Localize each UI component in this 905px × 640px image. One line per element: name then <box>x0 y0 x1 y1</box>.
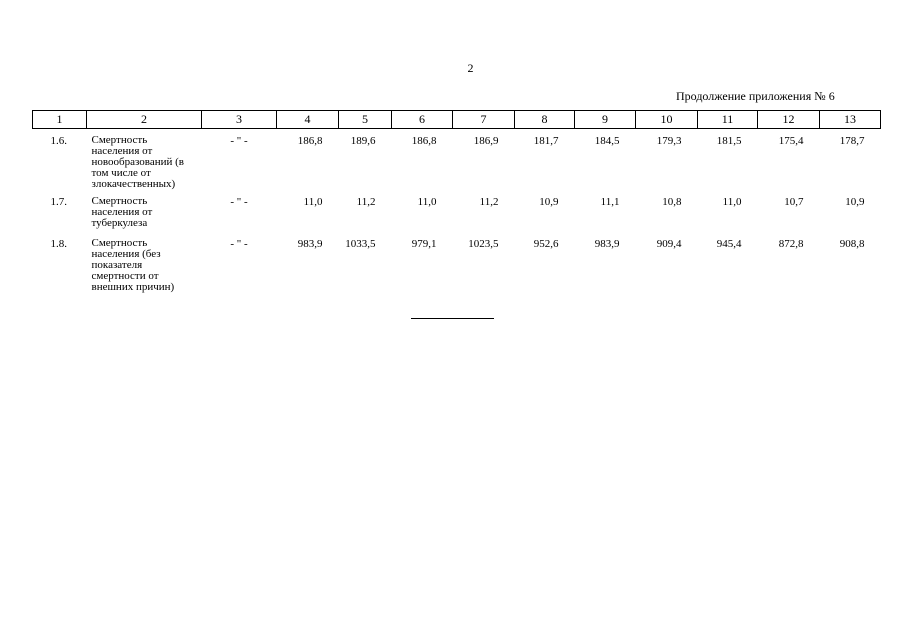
header-cell: 10 <box>636 111 698 129</box>
value-cell: 10,8 <box>662 196 682 208</box>
value-cell: 983,9 <box>594 238 620 250</box>
header-cell: 5 <box>339 111 392 129</box>
header-cell: 11 <box>698 111 758 129</box>
value-cell: 178,7 <box>839 135 865 147</box>
value-cell: 908,8 <box>839 238 865 250</box>
value-cell: 10,9 <box>845 196 865 208</box>
value-cell: 10,9 <box>539 196 559 208</box>
value-cell: 11,1 <box>600 196 620 208</box>
value-cell: 979,1 <box>411 238 437 250</box>
row-number: 1.6. <box>50 135 67 147</box>
value-cell: 983,9 <box>297 238 323 250</box>
value-cell: 11,0 <box>303 196 323 208</box>
indicator-name-cell <box>87 232 202 298</box>
header-cell: 2 <box>87 111 202 129</box>
header-row <box>33 111 881 129</box>
value-cell: 945,4 <box>716 238 742 250</box>
header-cell: 9 <box>575 111 636 129</box>
value-cell: 1033,5 <box>345 238 376 250</box>
header-cell: 4 <box>277 111 339 129</box>
value-cell: 11,2 <box>479 196 499 208</box>
header-cell: 13 <box>820 111 881 129</box>
value-cell: 186,8 <box>411 135 437 147</box>
value-cell: 189,6 <box>350 135 376 147</box>
value-cell: 11,2 <box>356 196 376 208</box>
value-cell: 872,8 <box>778 238 804 250</box>
page-number: 2 <box>467 61 474 75</box>
header-cell: 8 <box>515 111 575 129</box>
row-number: 1.8. <box>50 238 67 250</box>
value-cell: 179,3 <box>656 135 682 147</box>
header-cell: 12 <box>758 111 820 129</box>
value-cell: 11,0 <box>722 196 742 208</box>
header-cell: 7 <box>453 111 515 129</box>
table-row <box>33 232 881 298</box>
value-cell: 1023,5 <box>468 238 499 250</box>
header-cell: 1 <box>33 111 87 129</box>
data-table <box>32 110 881 298</box>
unit-cell: - " - <box>230 238 248 250</box>
indicator-name: Смертность населения (без показателя смертности от внешних причин) <box>91 237 175 293</box>
indicator-name: Смертность населения от новообразований (в том числе от злокачественных) <box>91 134 184 190</box>
indicator-name-cell <box>87 129 202 191</box>
header-cell: 6 <box>392 111 453 129</box>
value-cell: 181,7 <box>533 135 559 147</box>
value-cell: 952,6 <box>533 238 559 250</box>
closing-rule <box>411 318 494 319</box>
value-cell: 10,7 <box>784 196 804 208</box>
header-cell: 3 <box>202 111 277 129</box>
value-cell: 186,9 <box>473 135 499 147</box>
table-row <box>33 129 881 191</box>
continuation-label: Продолжение приложения № 6 <box>676 89 835 103</box>
table-row <box>33 190 881 232</box>
unit-cell: - " - <box>230 135 248 147</box>
indicator-name: Смертность населения от туберкулеза <box>91 195 153 229</box>
value-cell: 184,5 <box>594 135 620 147</box>
value-cell: 11,0 <box>417 196 437 208</box>
unit-cell: - " - <box>230 196 248 208</box>
value-cell: 175,4 <box>778 135 804 147</box>
indicator-name-cell <box>87 190 202 232</box>
value-cell: 186,8 <box>297 135 323 147</box>
row-number: 1.7. <box>50 196 67 208</box>
value-cell: 181,5 <box>716 135 742 147</box>
value-cell: 909,4 <box>656 238 682 250</box>
